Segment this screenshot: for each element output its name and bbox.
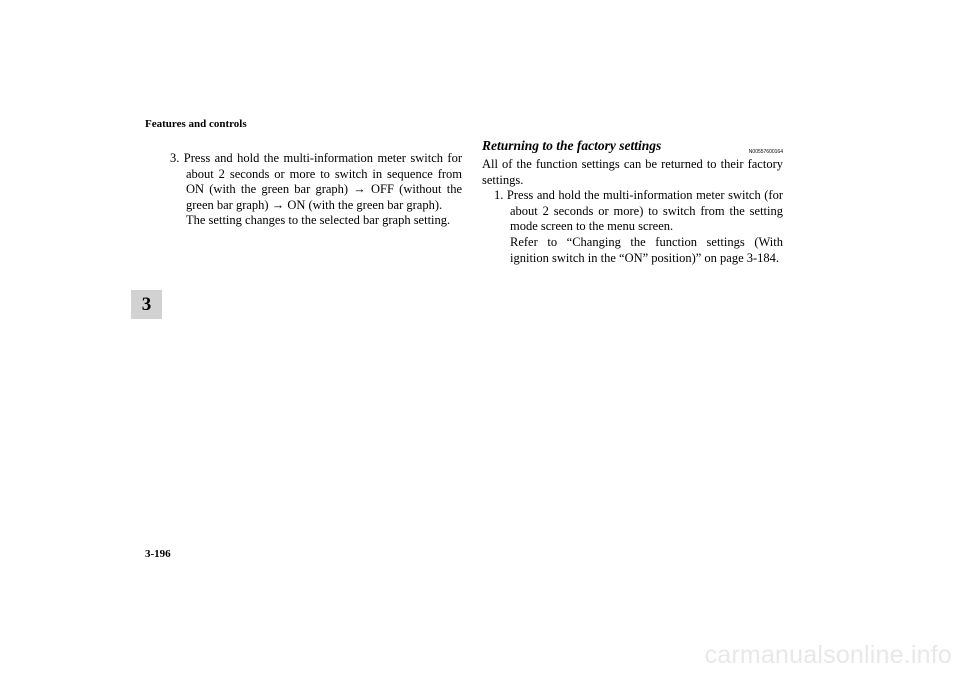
reference-code: N00557600164 [748,149,783,155]
right-column [482,138,783,266]
step-3-note: The setting changes to the selected bar graph setting. [186,213,451,228]
section-header: Features and controls [145,118,247,130]
section-heading: Returning to the factory settings [482,138,662,153]
chapter-tab [131,290,162,319]
chapter-number: 3 [141,293,152,315]
step-3: 3. Press and hold the multi-information meter switch for about 2 seconds or more to switch in sequence from ON (with the green bar graph) → OFF (without the green bar graph) → ON (with the green bar graph). [170,151,462,212]
page-number: 3-196 [145,548,171,560]
intro-paragraph: All of the function settings can be returned to their factory settings. [482,157,783,187]
heading-row [482,138,783,157]
step-1: 1. Press and hold the multi-information meter switch (for about 2 seconds or more) to switch from the setting mode screen to the menu screen. [494,188,783,234]
left-column [170,151,462,229]
watermark: carmanualsonline.info [704,641,952,669]
step-1-note: Refer to “Changing the function settings (With ignition switch in the “ON” position)” on page 3-184. [510,234,783,265]
